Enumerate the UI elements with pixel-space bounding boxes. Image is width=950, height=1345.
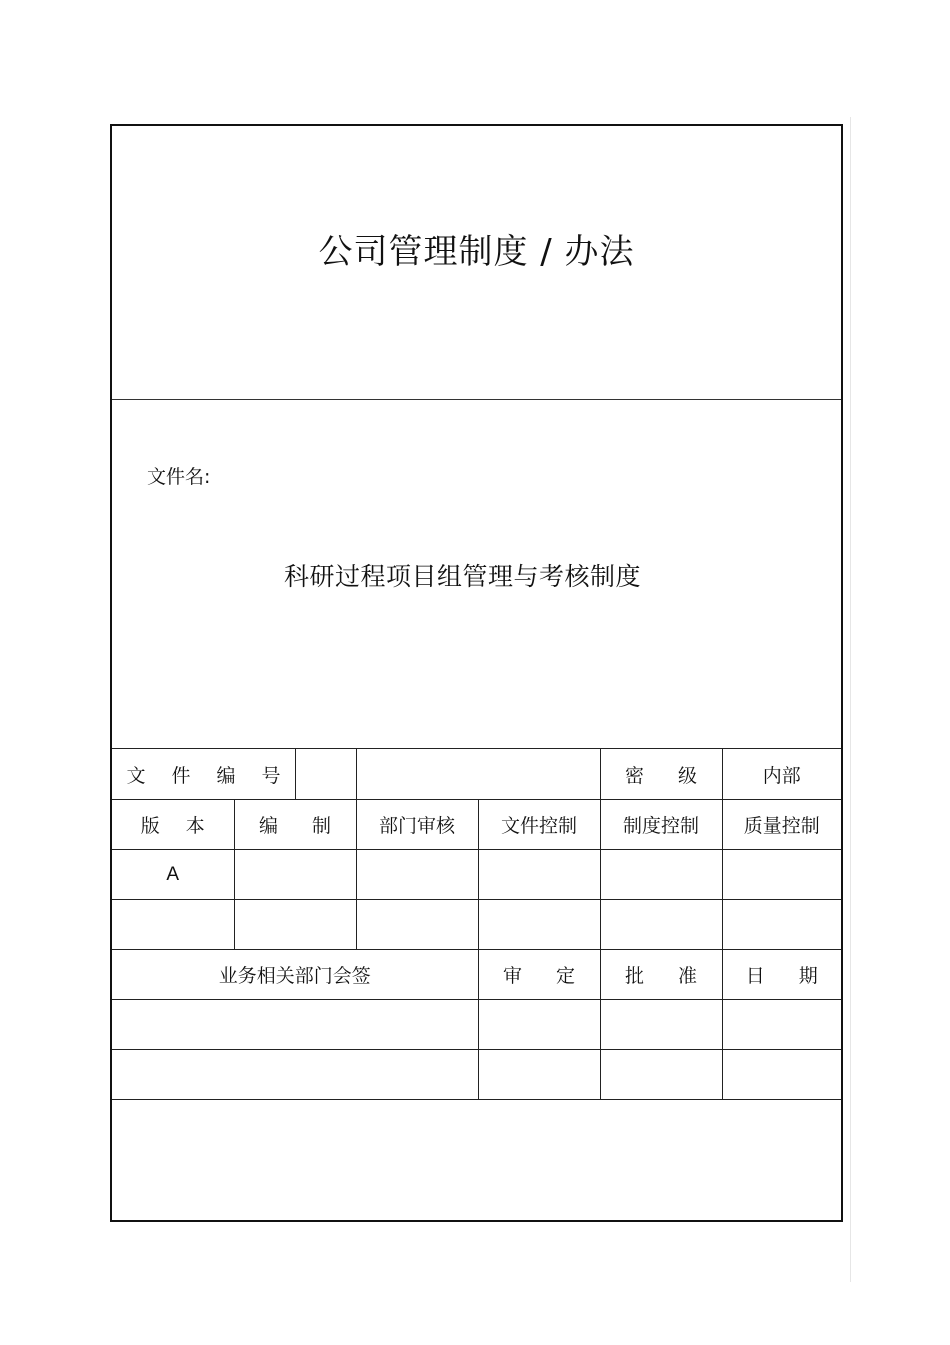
quality-control-cell[interactable]: [722, 850, 841, 900]
approval-row: [112, 850, 841, 900]
file-name-section: [112, 400, 841, 749]
signoff-row: [112, 1000, 841, 1050]
approval-header-row: [112, 800, 841, 850]
header-dept-review: 部门审核: [356, 800, 478, 850]
doc-control-cell[interactable]: [478, 900, 600, 950]
approve-cell[interactable]: [600, 1000, 722, 1050]
header-review: 审 定: [478, 950, 600, 1000]
title-section: [112, 126, 841, 400]
doc-number-value[interactable]: [356, 749, 600, 800]
security-level-label: 密 级: [600, 749, 722, 800]
header-doc-control: 文件控制: [478, 800, 600, 850]
doc-number-label: 文 件 编 号: [112, 749, 296, 799]
quality-control-cell[interactable]: [722, 900, 841, 950]
doc-control-cell[interactable]: [478, 850, 600, 900]
prepared-cell[interactable]: [234, 900, 356, 950]
review-cell[interactable]: [478, 1000, 600, 1050]
header-date: 日 期: [722, 950, 841, 1000]
header-policy-control: 制度控制: [600, 800, 722, 850]
version-cell[interactable]: A: [112, 850, 234, 900]
policy-control-cell[interactable]: [600, 850, 722, 900]
doc-number-cell: [112, 749, 356, 800]
signoff-header-row: [112, 950, 841, 1000]
file-name-value: 科研过程项目组管理与考核制度: [283, 562, 641, 591]
header-quality-control: 质量控制: [722, 800, 841, 850]
approve-cell[interactable]: [600, 1050, 722, 1100]
info-row: [112, 749, 841, 800]
doc-number-value-left: [296, 749, 356, 799]
header-approve: 批 准: [600, 950, 722, 1000]
security-level-value: 内部: [722, 749, 841, 800]
policy-control-cell[interactable]: [600, 900, 722, 950]
review-cell[interactable]: [478, 1050, 600, 1100]
date-cell[interactable]: [722, 1050, 841, 1100]
dept-review-cell[interactable]: [356, 900, 478, 950]
file-name-label: 文件名:: [147, 466, 211, 488]
countersign-cell[interactable]: [112, 1050, 478, 1100]
header-version: 版 本: [112, 800, 234, 850]
prepared-cell[interactable]: [234, 850, 356, 900]
approval-table: [112, 748, 841, 1100]
header-prepared: 编 制: [234, 800, 356, 850]
date-cell[interactable]: [722, 1000, 841, 1050]
page-right-rule: [850, 117, 851, 1282]
dept-review-cell[interactable]: [356, 850, 478, 900]
countersign-cell[interactable]: [112, 1000, 478, 1050]
version-cell[interactable]: [112, 900, 234, 950]
document-cover-frame: [110, 124, 843, 1222]
signoff-row: [112, 1050, 841, 1100]
header-countersign: 业务相关部门会签: [112, 950, 478, 1000]
approval-row: [112, 900, 841, 950]
page-title: 公司管理制度 / 办法: [318, 232, 635, 272]
